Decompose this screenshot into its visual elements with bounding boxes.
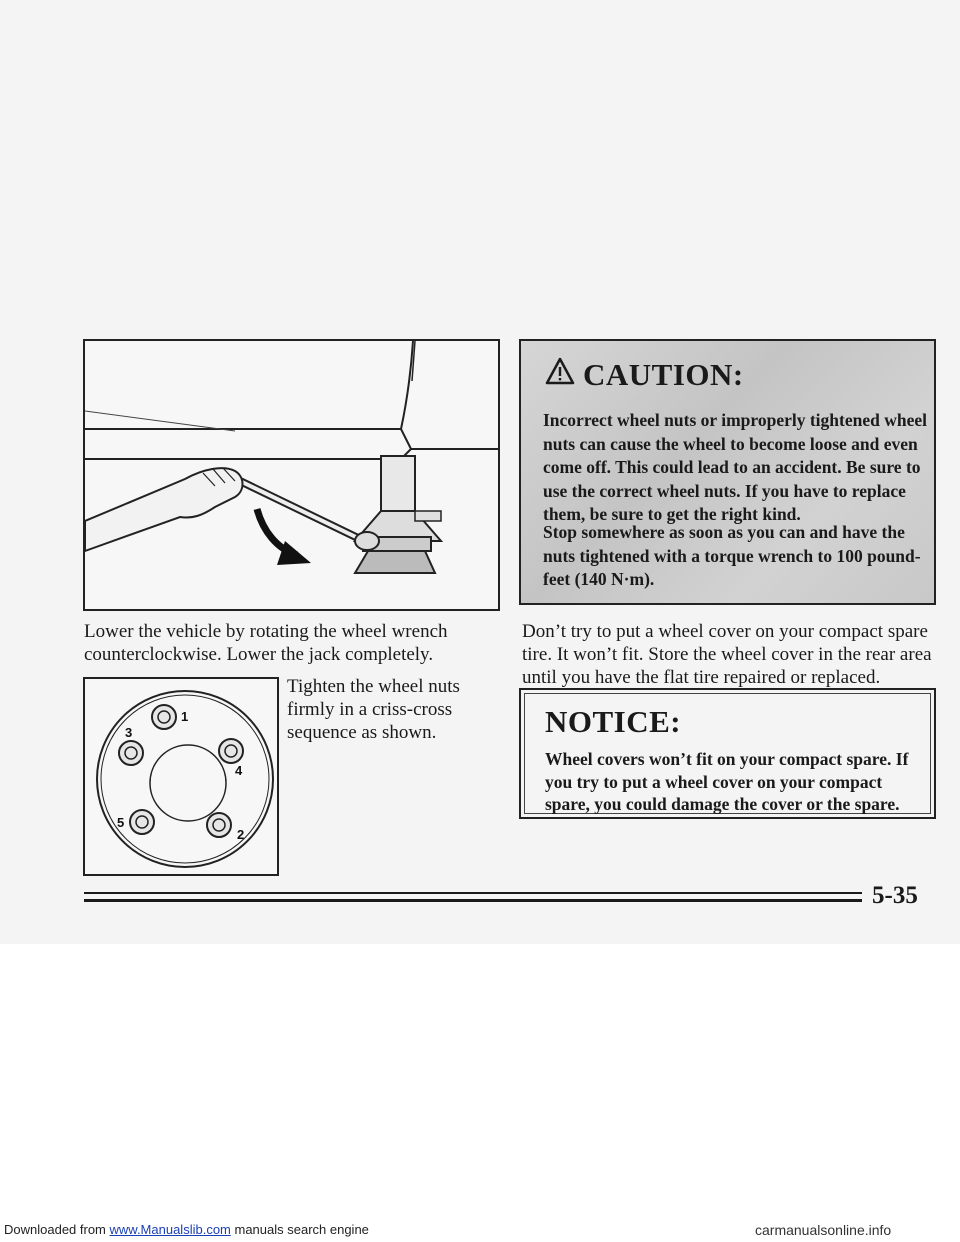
download-prefix: Downloaded from	[4, 1222, 110, 1237]
caution-paragraph-1: Incorrect wheel nuts or improperly tightened wheel nuts can cause the wheel to become loose and even come off. This could lead to an accident. Be sure to use the correct wheel nuts. If you have to replace them, be sure to get the right kind.	[543, 410, 927, 524]
lower-vehicle-caption: Lower the vehicle by rotating the wheel wrench counterclockwise. Lower the jack completely.	[84, 621, 448, 665]
jack-lowering-illustration	[83, 339, 500, 611]
caution-title: CAUTION:	[583, 357, 744, 392]
manualslib-link[interactable]: www.Manualslib.com	[109, 1222, 231, 1237]
nut-label-5: 5	[117, 815, 125, 830]
nut-label-3: 3	[125, 725, 133, 740]
download-suffix: manuals search engine	[230, 1222, 369, 1237]
footer-rule-thick	[84, 899, 862, 902]
notice-box	[519, 688, 936, 819]
caution-paragraph-2: Stop somewhere as soon as you can and have the nuts tightened with a torque wrench to 100 pound-feet (140 N·m).	[543, 522, 921, 589]
wheel-nut-sequence-diagram	[83, 677, 279, 876]
wheel-cover-caption: Don’t try to put a wheel cover on your compact spare tire. It won’t fit. Store the wheel cover in the rear area until you have the flat tire repaired or replaced.	[522, 621, 932, 688]
warning-triangle-icon	[545, 357, 575, 393]
footer-brand: carmanualsonline.info	[755, 1222, 892, 1238]
nut-label-1: 1	[181, 709, 189, 724]
download-source-line	[4, 1222, 369, 1237]
tighten-nuts-caption: Tighten the wheel nuts firmly in a criss-cross sequence as shown.	[287, 676, 460, 743]
notice-body: Wheel covers won’t fit on your compact spare. If you try to put a wheel cover on your compact spare, you could damage the cover or the spare.	[545, 749, 909, 814]
nut-label-4: 4	[235, 763, 243, 778]
notice-title: NOTICE:	[545, 704, 682, 739]
footer-rule	[84, 892, 862, 894]
page-number: 5-35	[872, 882, 918, 909]
nut-label-2: 2	[237, 827, 245, 842]
caution-heading	[545, 357, 744, 393]
caution-box	[519, 339, 936, 605]
